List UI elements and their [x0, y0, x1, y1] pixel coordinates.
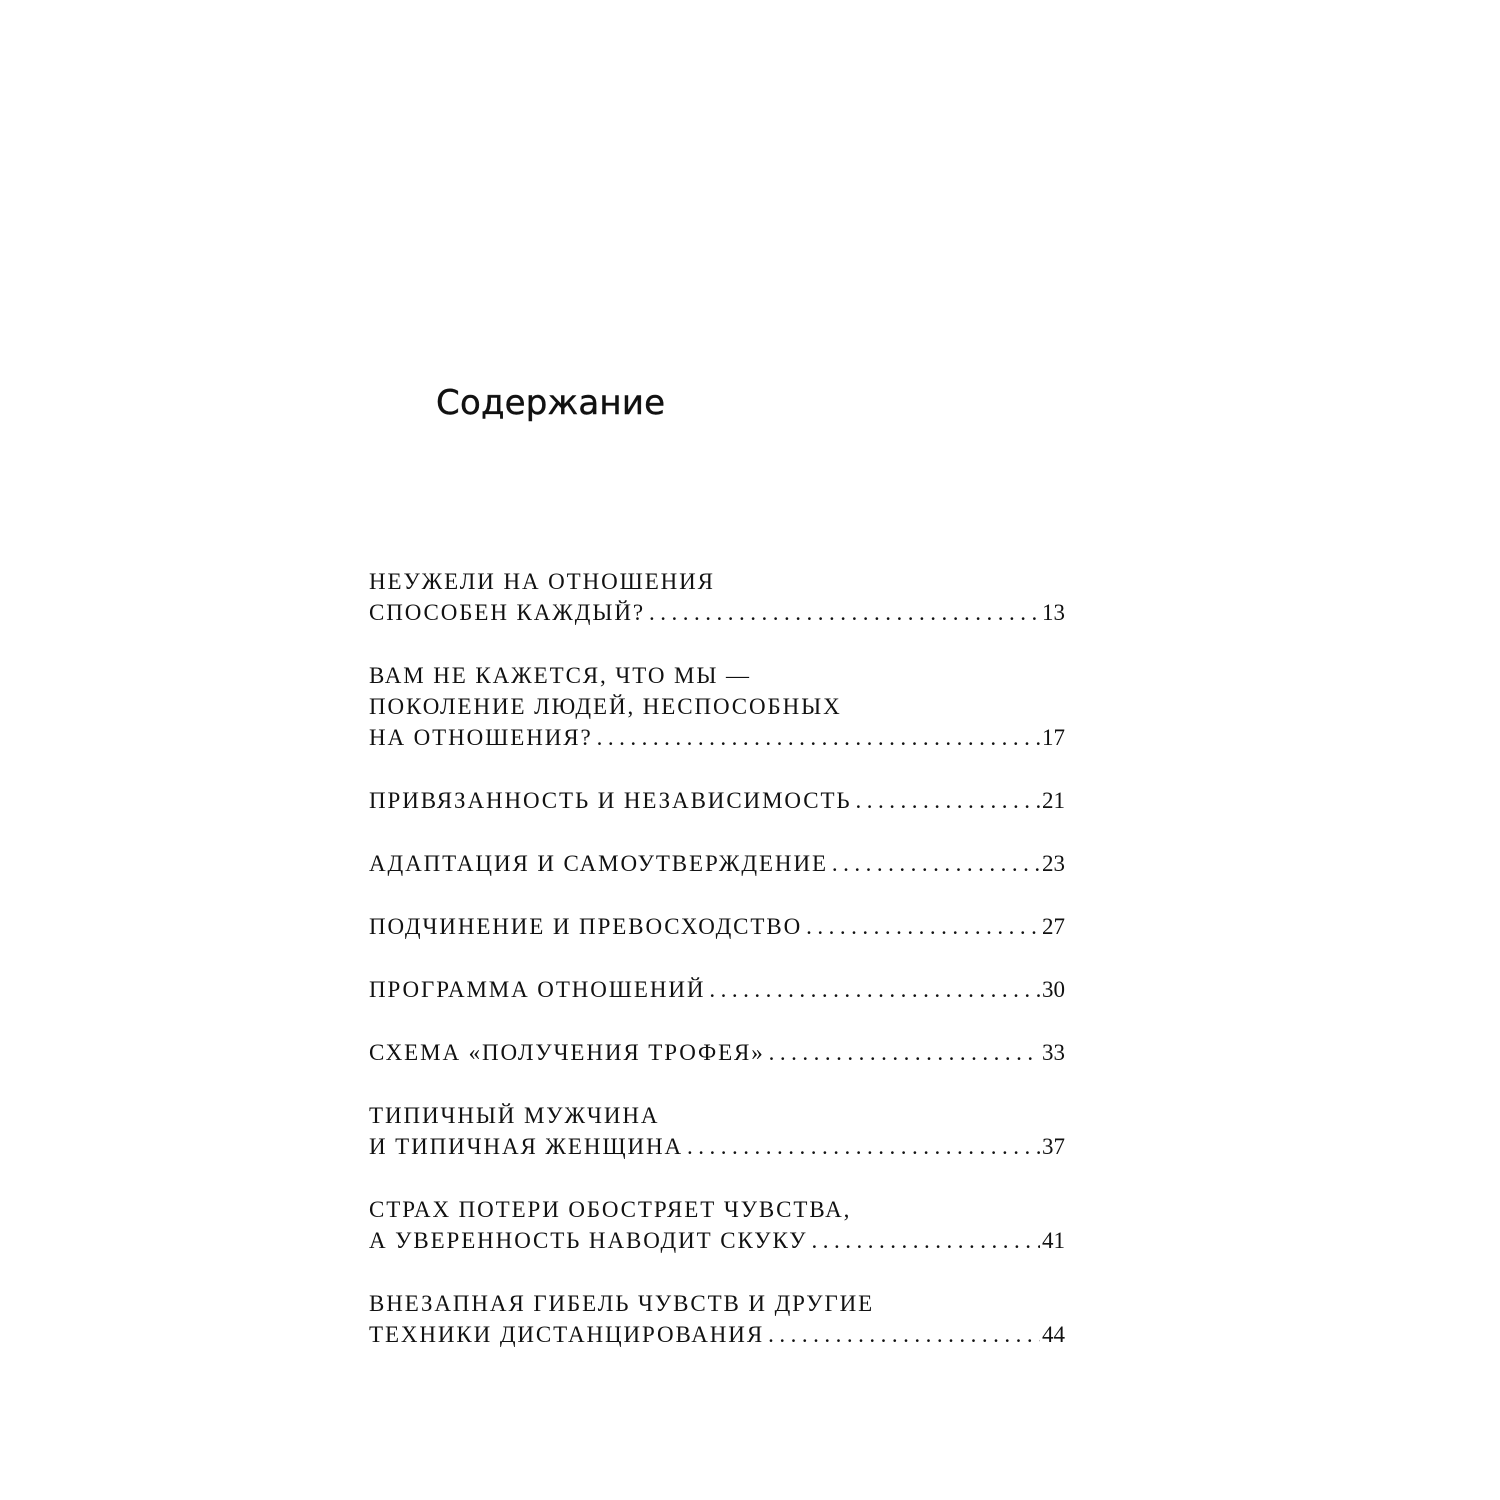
- toc-entry-last-line: [369, 1225, 1065, 1256]
- page-title: Содержание: [436, 383, 666, 423]
- toc-entry-last-line: [369, 911, 1065, 942]
- toc-entry-last-line: [369, 848, 1065, 879]
- dot-leader: [687, 1131, 1040, 1162]
- toc-entry-last-line: [369, 1131, 1065, 1162]
- toc-entry-title-line: И ТИПИЧНАЯ ЖЕНЩИНА: [369, 1134, 683, 1159]
- toc-entry-title-line: НЕУЖЕЛИ НА ОТНОШЕНИЯ: [369, 569, 715, 594]
- dot-leader: [811, 1225, 1040, 1256]
- toc-entry-title-line: ПОДЧИНЕНИЕ И ПРЕВОСХОДСТВО: [369, 914, 803, 939]
- page-number: 13: [1042, 600, 1065, 625]
- toc-entry-title-line: СТРАХ ПОТЕРИ ОБОСТРЯЕТ ЧУВСТВА,: [369, 1197, 852, 1222]
- page-number: 33: [1042, 1040, 1065, 1065]
- page-number: 17: [1042, 725, 1065, 750]
- toc-entry-title-line: АДАПТАЦИЯ И САМОУТВЕРЖДЕНИЕ: [369, 851, 828, 876]
- dot-leader: [832, 848, 1040, 879]
- page-number: 21: [1042, 788, 1065, 813]
- toc-entry-title-line: ТЕХНИКИ ДИСТАНЦИРОВАНИЯ: [369, 1322, 765, 1347]
- toc-entry-title-line: ВАМ НЕ КАЖЕТСЯ, ЧТО МЫ —: [369, 663, 751, 688]
- dot-leader: [856, 785, 1040, 816]
- page-number: 23: [1042, 851, 1065, 876]
- toc-entry-title-line: А УВЕРЕННОСТЬ НАВОДИТ СКУКУ: [369, 1228, 808, 1253]
- dot-leader: [649, 597, 1040, 628]
- page-number: 37: [1042, 1134, 1065, 1159]
- toc-entry-last-line: [369, 1037, 1065, 1068]
- page-number: 41: [1042, 1228, 1065, 1253]
- toc-entry[interactable]: [369, 911, 1065, 942]
- toc-entry-last-line: [369, 597, 1065, 628]
- toc-entry-last-line: [369, 722, 1065, 753]
- dot-leader: [768, 1319, 1040, 1350]
- toc-entry[interactable]: [369, 1194, 1065, 1256]
- toc-entry[interactable]: [369, 974, 1065, 1005]
- toc-entry[interactable]: [369, 785, 1065, 816]
- toc-entry-title-line: ВНЕЗАПНАЯ ГИБЕЛЬ ЧУВСТВ И ДРУГИЕ: [369, 1291, 875, 1316]
- page-number: 30: [1042, 977, 1065, 1002]
- toc-entry-title-line: ПРИВЯЗАННОСТЬ И НЕЗАВИСИМОСТЬ: [369, 788, 852, 813]
- toc-entry-title-line: СПОСОБЕН КАЖДЫЙ?: [369, 600, 645, 625]
- toc-entry-last-line: [369, 974, 1065, 1005]
- dot-leader: [709, 974, 1040, 1005]
- toc-entry-title-line: ТИПИЧНЫЙ МУЖЧИНА: [369, 1103, 660, 1128]
- page-number: 27: [1042, 914, 1065, 939]
- toc-entry-last-line: [369, 1319, 1065, 1350]
- toc-entry[interactable]: [369, 566, 1065, 628]
- page-number: 44: [1042, 1322, 1065, 1347]
- toc-entry-title-line: СХЕМА «ПОЛУЧЕНИЯ ТРОФЕЯ»: [369, 1040, 765, 1065]
- toc-entry[interactable]: [369, 660, 1065, 753]
- toc-entry[interactable]: [369, 848, 1065, 879]
- table-of-contents: [369, 566, 1065, 1382]
- dot-leader: [806, 911, 1040, 942]
- toc-entry-title-line: ПРОГРАММА ОТНОШЕНИЙ: [369, 977, 706, 1002]
- dot-leader: [597, 722, 1040, 753]
- toc-entry-title-line: НА ОТНОШЕНИЯ?: [369, 725, 593, 750]
- toc-entry[interactable]: [369, 1037, 1065, 1068]
- toc-entry[interactable]: [369, 1100, 1065, 1162]
- dot-leader: [769, 1037, 1040, 1068]
- toc-entry-last-line: [369, 785, 1065, 816]
- toc-entry[interactable]: [369, 1288, 1065, 1350]
- toc-entry-title-line: ПОКОЛЕНИЕ ЛЮДЕЙ, НЕСПОСОБНЫХ: [369, 694, 842, 719]
